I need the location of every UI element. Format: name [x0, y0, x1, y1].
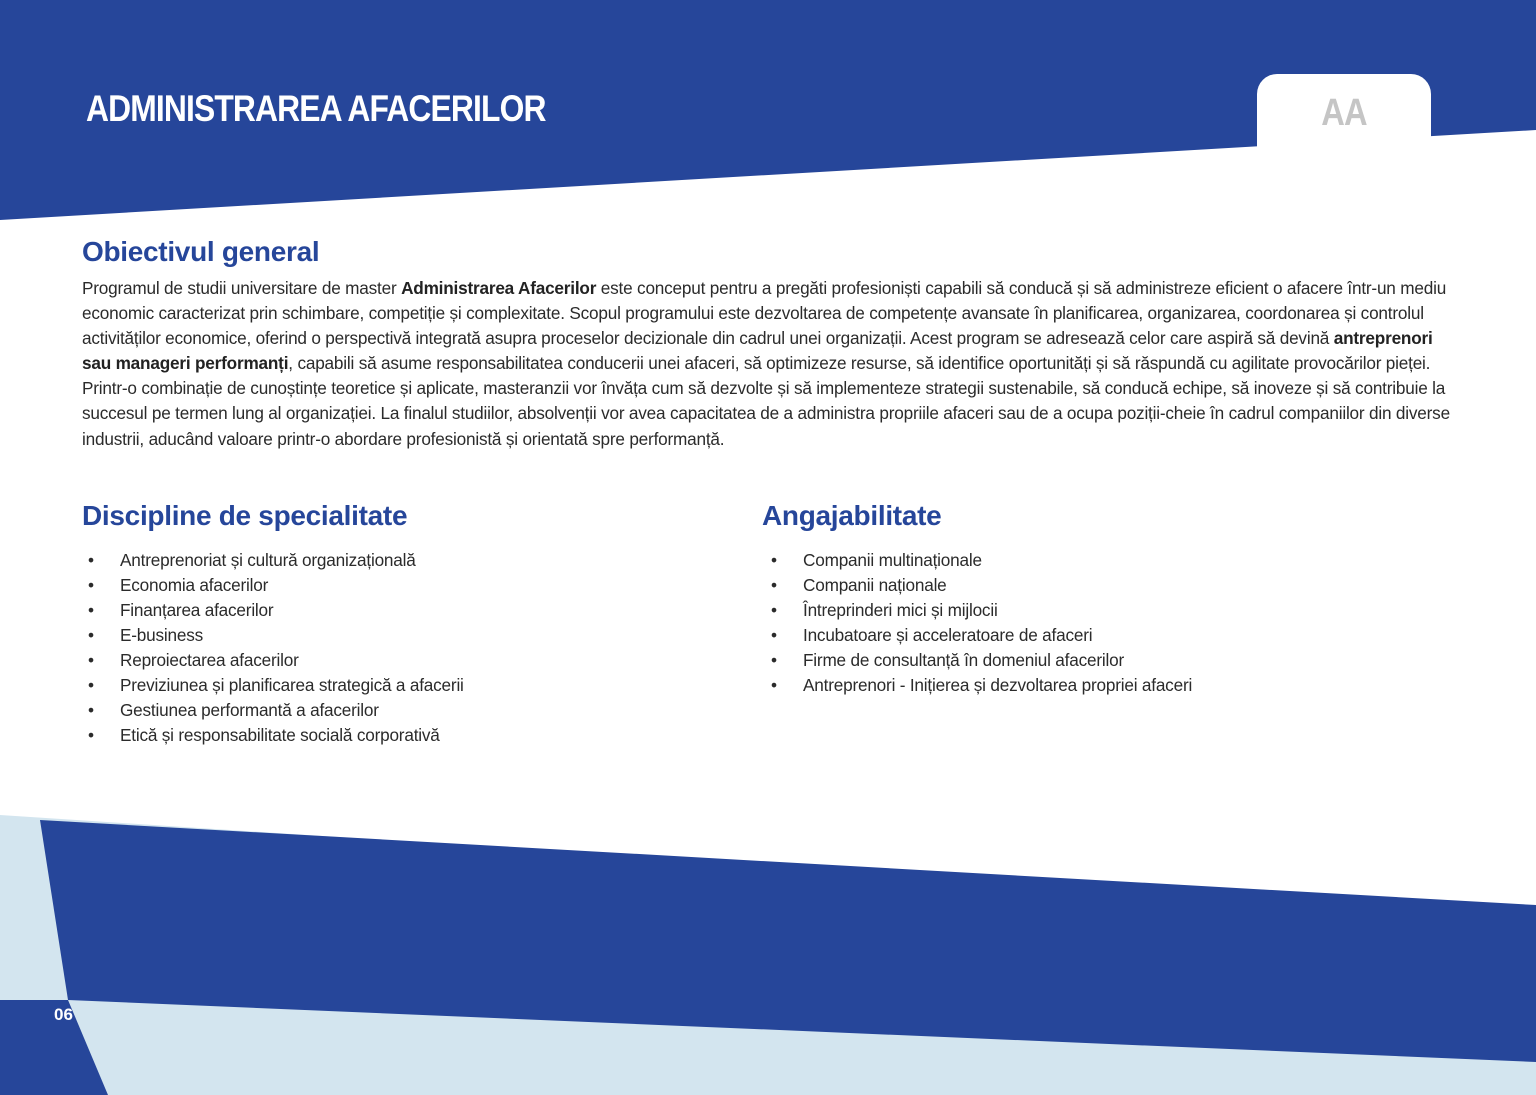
list-item: • Incubatoare și acceleratoare de afaceri [765, 623, 1192, 648]
employability-title: Angajabilitate [762, 500, 942, 531]
disciplines-title: Discipline de specialitate [82, 500, 408, 531]
objective-text-3: , capabili să asume responsabilitatea conducerii unei afaceri, să optimizeze resurse, să identifice oportunități și să răspundă cu agilitate provocărilor pieței. Printr-o combinație de cunoștințe teoretice și aplicate, masteranzii vor învăța cum să dezvolte și să implementeze strategii sustenabile, să conducă echipe, să inoveze și să contribuie la succesul pe termen lung al organizației. La finalul studiilor, absolvenții vor avea capacitatea de a administra propriile afaceri sau de a ocupa poziții-cheie în cadrul companiilor din diverse industrii, aducând valoare printr-o abordare profesionistă și orientată spre performanță. [82, 353, 1450, 449]
page-number: 06 [54, 1005, 73, 1024]
list-item: • Companii multinaționale [765, 548, 1192, 573]
list-item: • Întreprinderi mici și mijlocii [765, 598, 1192, 623]
list-item: • E-business [82, 623, 464, 648]
list-item: • Companii naționale [765, 573, 1192, 598]
list-item: • Antreprenori - Inițierea și dezvoltarea propriei afaceri [765, 673, 1192, 698]
objective-title: Obiectivul general [82, 236, 320, 267]
list-item: • Firme de consultanță în domeniul afacerilor [765, 648, 1192, 673]
objective-text-1: Programul de studii universitare de master [82, 278, 402, 298]
page-title: ADMINISTRAREA AFACERILOR [86, 88, 546, 129]
employability-list [765, 548, 1192, 698]
list-item: • Antreprenoriat și cultură organizațională [82, 548, 464, 573]
list-item: • Reproiectarea afacerilor [82, 648, 464, 673]
section-tab-label-wrap [1257, 0, 1431, 160]
list-item: • Economia afacerilor [82, 573, 464, 598]
objective-bold-1: Administrarea Afacerilor [401, 278, 597, 298]
objective-bold-2: antreprenori sau manageri performanți [82, 328, 1433, 374]
objective-paragraph [82, 276, 1462, 452]
disciplines-list [82, 548, 464, 748]
objective-text-2: este conceput pentru a pregăti profesioniști capabili să conducă și să administreze eficient o afacere într-un mediu economic caracterizat prin schimbare, competiție și complexitate. Scopul programului este dezvoltarea de competențe avansate în planificarea, organizarea, coordonarea și controlul activităților economice, oferind o perspectivă integrată asupra proceselor decizionale din cadrul unei organizații. Acest program se adresează celor care aspiră să devină [82, 278, 1447, 349]
list-item: • Gestiunea performantă a afacerilor [82, 698, 464, 723]
list-item: • Finanțarea afacerilor [82, 598, 464, 623]
list-item: • Previziunea și planificarea strategică a afacerii [82, 673, 464, 698]
section-tab-label: AA [1321, 92, 1367, 134]
list-item: • Etică și responsabilitate socială corporativă [82, 723, 464, 748]
